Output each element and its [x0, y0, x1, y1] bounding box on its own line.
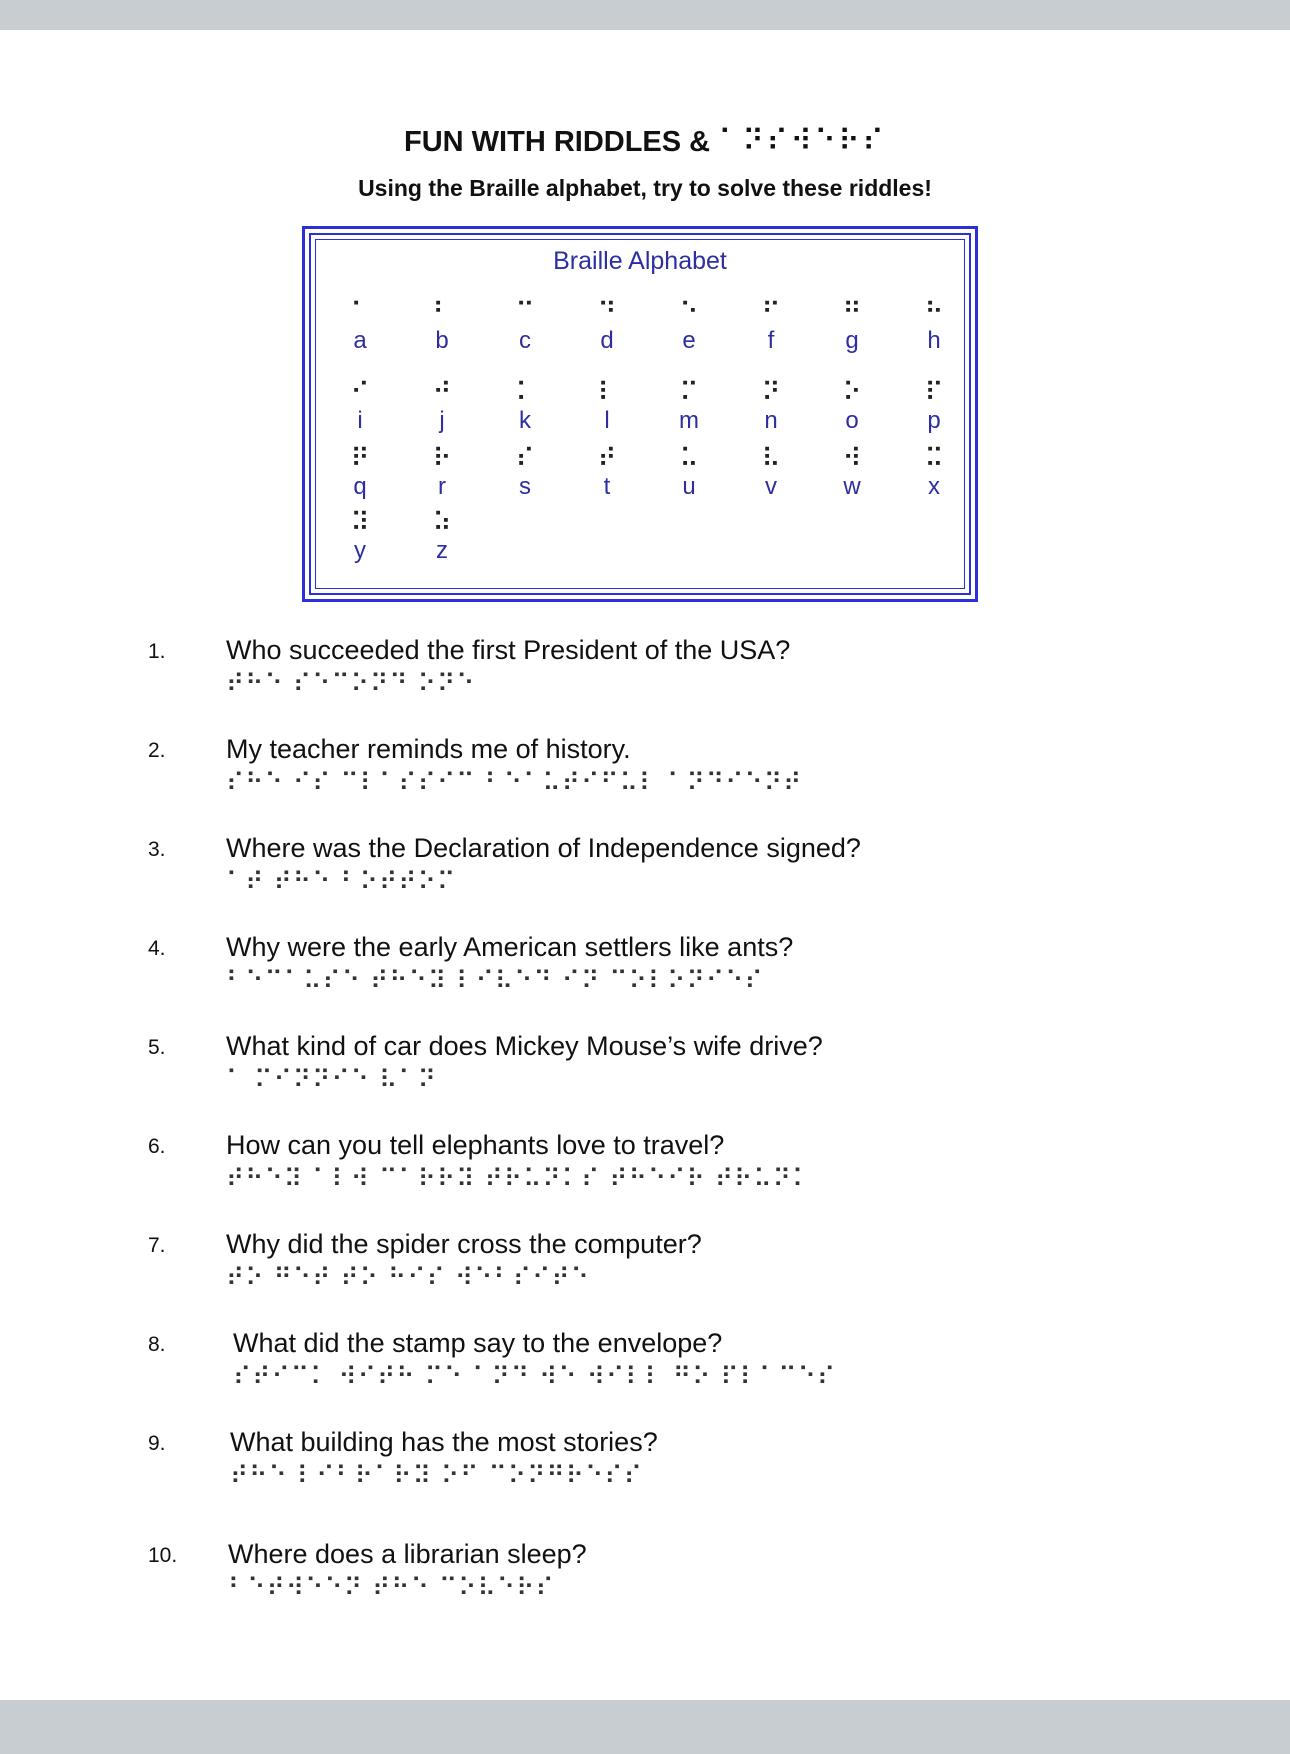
page-title — [0, 124, 1290, 159]
alphabet-letter: v — [765, 473, 777, 500]
braille-symbol: ⠁ — [350, 298, 370, 328]
alphabet-letter: l — [604, 407, 610, 434]
braille-symbol: ⠥ — [679, 444, 699, 474]
braille-symbol: ⠏ — [924, 378, 944, 408]
riddle-question: Who succeeded the first President of the USA? — [226, 635, 791, 665]
alphabet-letter: o — [845, 407, 859, 434]
braille-symbol: ⠟ — [350, 444, 370, 474]
alphabet-letter: c — [519, 327, 531, 354]
riddle-number: 2. — [148, 739, 166, 762]
alphabet-letter: k — [519, 407, 531, 434]
riddle-braille-answer: ⠎⠓⠑ ⠊⠎ ⠉⠇⠁⠎⠎⠊⠉ ⠃⠑⠁⠥⠞⠊⠋⠥⠇ ⠁⠝⠙⠊⠑⠝⠞ — [226, 768, 803, 797]
braille-symbol: ⠞ — [597, 444, 617, 474]
alphabet-letter: y — [354, 537, 366, 564]
braille-symbol: ⠛ — [842, 298, 862, 328]
alphabet-cell-i — [325, 379, 395, 435]
worksheet-page — [0, 30, 1290, 1700]
alphabet-letter: h — [927, 327, 941, 354]
alphabet-letter: j — [439, 407, 445, 434]
alphabet-letter: t — [603, 473, 611, 500]
alphabet-cell-p — [899, 379, 969, 435]
riddle-number: 6. — [148, 1135, 166, 1158]
riddle-braille-answer: ⠁ ⠍⠊⠝⠝⠊⠑ ⠧⠁⠝ — [226, 1065, 437, 1094]
braille-symbol: ⠊ — [350, 378, 370, 408]
riddle-braille-answer: ⠞⠓⠑ ⠎⠑⠉⠕⠝⠙ ⠕⠝⠑ — [226, 669, 476, 698]
alphabet-letter: u — [682, 473, 696, 500]
alphabet-cell-a — [325, 299, 395, 355]
riddle-number: 9. — [148, 1432, 166, 1455]
braille-symbol: ⠭ — [924, 444, 944, 474]
riddle-braille-answer: ⠁⠞ ⠞⠓⠑ ⠃⠕⠞⠞⠕⠍ — [226, 867, 457, 896]
braille-symbol: ⠓ — [924, 298, 944, 328]
braille-symbol: ⠎ — [515, 444, 535, 474]
alphabet-cell-w — [817, 445, 887, 501]
braille-symbol: ⠝ — [761, 378, 781, 408]
braille-symbol: ⠙ — [597, 298, 617, 328]
alphabet-letter: m — [679, 407, 699, 434]
alphabet-cell-t — [572, 445, 642, 501]
alphabet-letter: r — [438, 473, 446, 500]
alphabet-cell-l — [572, 379, 642, 435]
alphabet-letter: z — [436, 537, 448, 564]
braille-symbol: ⠅ — [515, 378, 535, 408]
alphabet-cell-h — [899, 299, 969, 355]
alphabet-cell-g — [817, 299, 887, 355]
alphabet-letter: d — [600, 327, 614, 354]
riddle-number: 4. — [148, 937, 166, 960]
braille-alphabet-box — [302, 226, 978, 602]
braille-symbol: ⠗ — [432, 444, 452, 474]
alphabet-cell-n — [736, 379, 806, 435]
riddle-number: 5. — [148, 1036, 166, 1059]
braille-symbol: ⠋ — [761, 298, 781, 328]
riddle-braille-answer: ⠃⠑⠉⠁⠥⠎⠑ ⠞⠓⠑⠽ ⠇⠊⠧⠑⠙ ⠊⠝ ⠉⠕⠇⠕⠝⠊⠑⠎ — [226, 966, 764, 995]
braille-symbol: ⠵ — [432, 508, 452, 538]
braille-symbol: ⠍ — [679, 378, 699, 408]
alphabet-cell-j — [407, 379, 477, 435]
alphabet-letter: f — [767, 327, 775, 354]
alphabet-cell-k — [490, 379, 560, 435]
riddle-number: 7. — [148, 1234, 166, 1257]
alphabet-cell-s — [490, 445, 560, 501]
alphabet-cell-q — [325, 445, 395, 501]
title-braille: ⠁⠝⠎⠺⠑⠗⠎ — [718, 124, 886, 159]
alphabet-cell-v — [736, 445, 806, 501]
braille-symbol: ⠉ — [515, 298, 535, 328]
alphabet-letter: w — [843, 473, 861, 500]
riddle-braille-answer: ⠎⠞⠊⠉⠅ ⠺⠊⠞⠓ ⠍⠑ ⠁⠝⠙ ⠺⠑ ⠺⠊⠇⠇ ⠛⠕ ⠏⠇⠁⠉⠑⠎ — [233, 1362, 837, 1391]
riddle-question: Why were the early American settlers like ants? — [226, 932, 794, 962]
riddle-question: What building has the most stories? — [230, 1427, 658, 1457]
alphabet-letter: g — [845, 327, 859, 354]
braille-symbol: ⠧ — [761, 444, 781, 474]
riddle-number: 1. — [148, 640, 166, 663]
riddle-braille-answer: ⠃⠑⠞⠺⠑⠑⠝ ⠞⠓⠑ ⠉⠕⠧⠑⠗⠎ — [228, 1573, 555, 1602]
alphabet-cell-r — [407, 445, 477, 501]
alphabet-heading: Braille Alphabet — [553, 247, 727, 275]
alphabet-letter: x — [928, 473, 940, 500]
page-subtitle: Using the Braille alphabet, try to solve these riddles! — [358, 175, 932, 201]
alphabet-cell-f — [736, 299, 806, 355]
title-text: FUN WITH RIDDLES & — [404, 126, 719, 158]
alphabet-cell-o — [817, 379, 887, 435]
riddle-number: 10. — [148, 1544, 178, 1567]
braille-symbol: ⠕ — [842, 378, 862, 408]
riddle-question: Where was the Declaration of Independence signed? — [226, 833, 861, 863]
alphabet-letter: n — [764, 407, 778, 434]
riddle-braille-answer: ⠞⠓⠑⠽ ⠁⠇⠺ ⠉⠁⠗⠗⠽ ⠞⠗⠥⠝⠅⠎ ⠞⠓⠑⠊⠗ ⠞⠗⠥⠝⠅ — [226, 1164, 812, 1193]
alphabet-cell-e — [654, 299, 724, 355]
braille-symbol: ⠑ — [679, 298, 699, 328]
alphabet-cell-m — [654, 379, 724, 435]
riddle-question: Where does a librarian sleep? — [228, 1539, 587, 1569]
alphabet-cell-y — [325, 509, 395, 565]
alphabet-letter: a — [353, 327, 367, 354]
alphabet-cell-d — [572, 299, 642, 355]
alphabet-letter: q — [353, 473, 367, 500]
alphabet-cell-c — [490, 299, 560, 355]
riddle-question: What kind of car does Mickey Mouse’s wife drive? — [226, 1031, 823, 1061]
riddle-number: 8. — [148, 1333, 166, 1356]
alphabet-letter: b — [435, 327, 449, 354]
braille-symbol: ⠺ — [842, 444, 862, 474]
riddle-number: 3. — [148, 838, 166, 861]
alphabet-cell-z — [407, 509, 477, 565]
alphabet-cell-u — [654, 445, 724, 501]
alphabet-cell-x — [899, 445, 969, 501]
riddle-question: My teacher reminds me of history. — [226, 734, 631, 764]
alphabet-letter: p — [927, 407, 941, 434]
riddle-braille-answer: ⠞⠕ ⠛⠑⠞ ⠞⠕ ⠓⠊⠎ ⠺⠑⠃⠎⠊⠞⠑ — [226, 1263, 591, 1292]
braille-symbol: ⠚ — [432, 378, 452, 408]
alphabet-cell-b — [407, 299, 477, 355]
riddle-question: How can you tell elephants love to travel? — [226, 1130, 725, 1160]
alphabet-letter: s — [519, 473, 531, 500]
riddle-braille-answer: ⠞⠓⠑ ⠇⠊⠃⠗⠁⠗⠽ ⠕⠋ ⠉⠕⠝⠛⠗⠑⠎⠎ — [230, 1461, 644, 1490]
braille-symbol: ⠃ — [432, 298, 452, 328]
braille-symbol: ⠽ — [350, 508, 370, 538]
riddle-question: What did the stamp say to the envelope? — [233, 1328, 723, 1358]
riddle-question: Why did the spider cross the computer? — [226, 1229, 702, 1259]
braille-symbol: ⠇ — [597, 378, 617, 408]
alphabet-letter: e — [682, 327, 696, 354]
alphabet-letter: i — [357, 407, 363, 434]
